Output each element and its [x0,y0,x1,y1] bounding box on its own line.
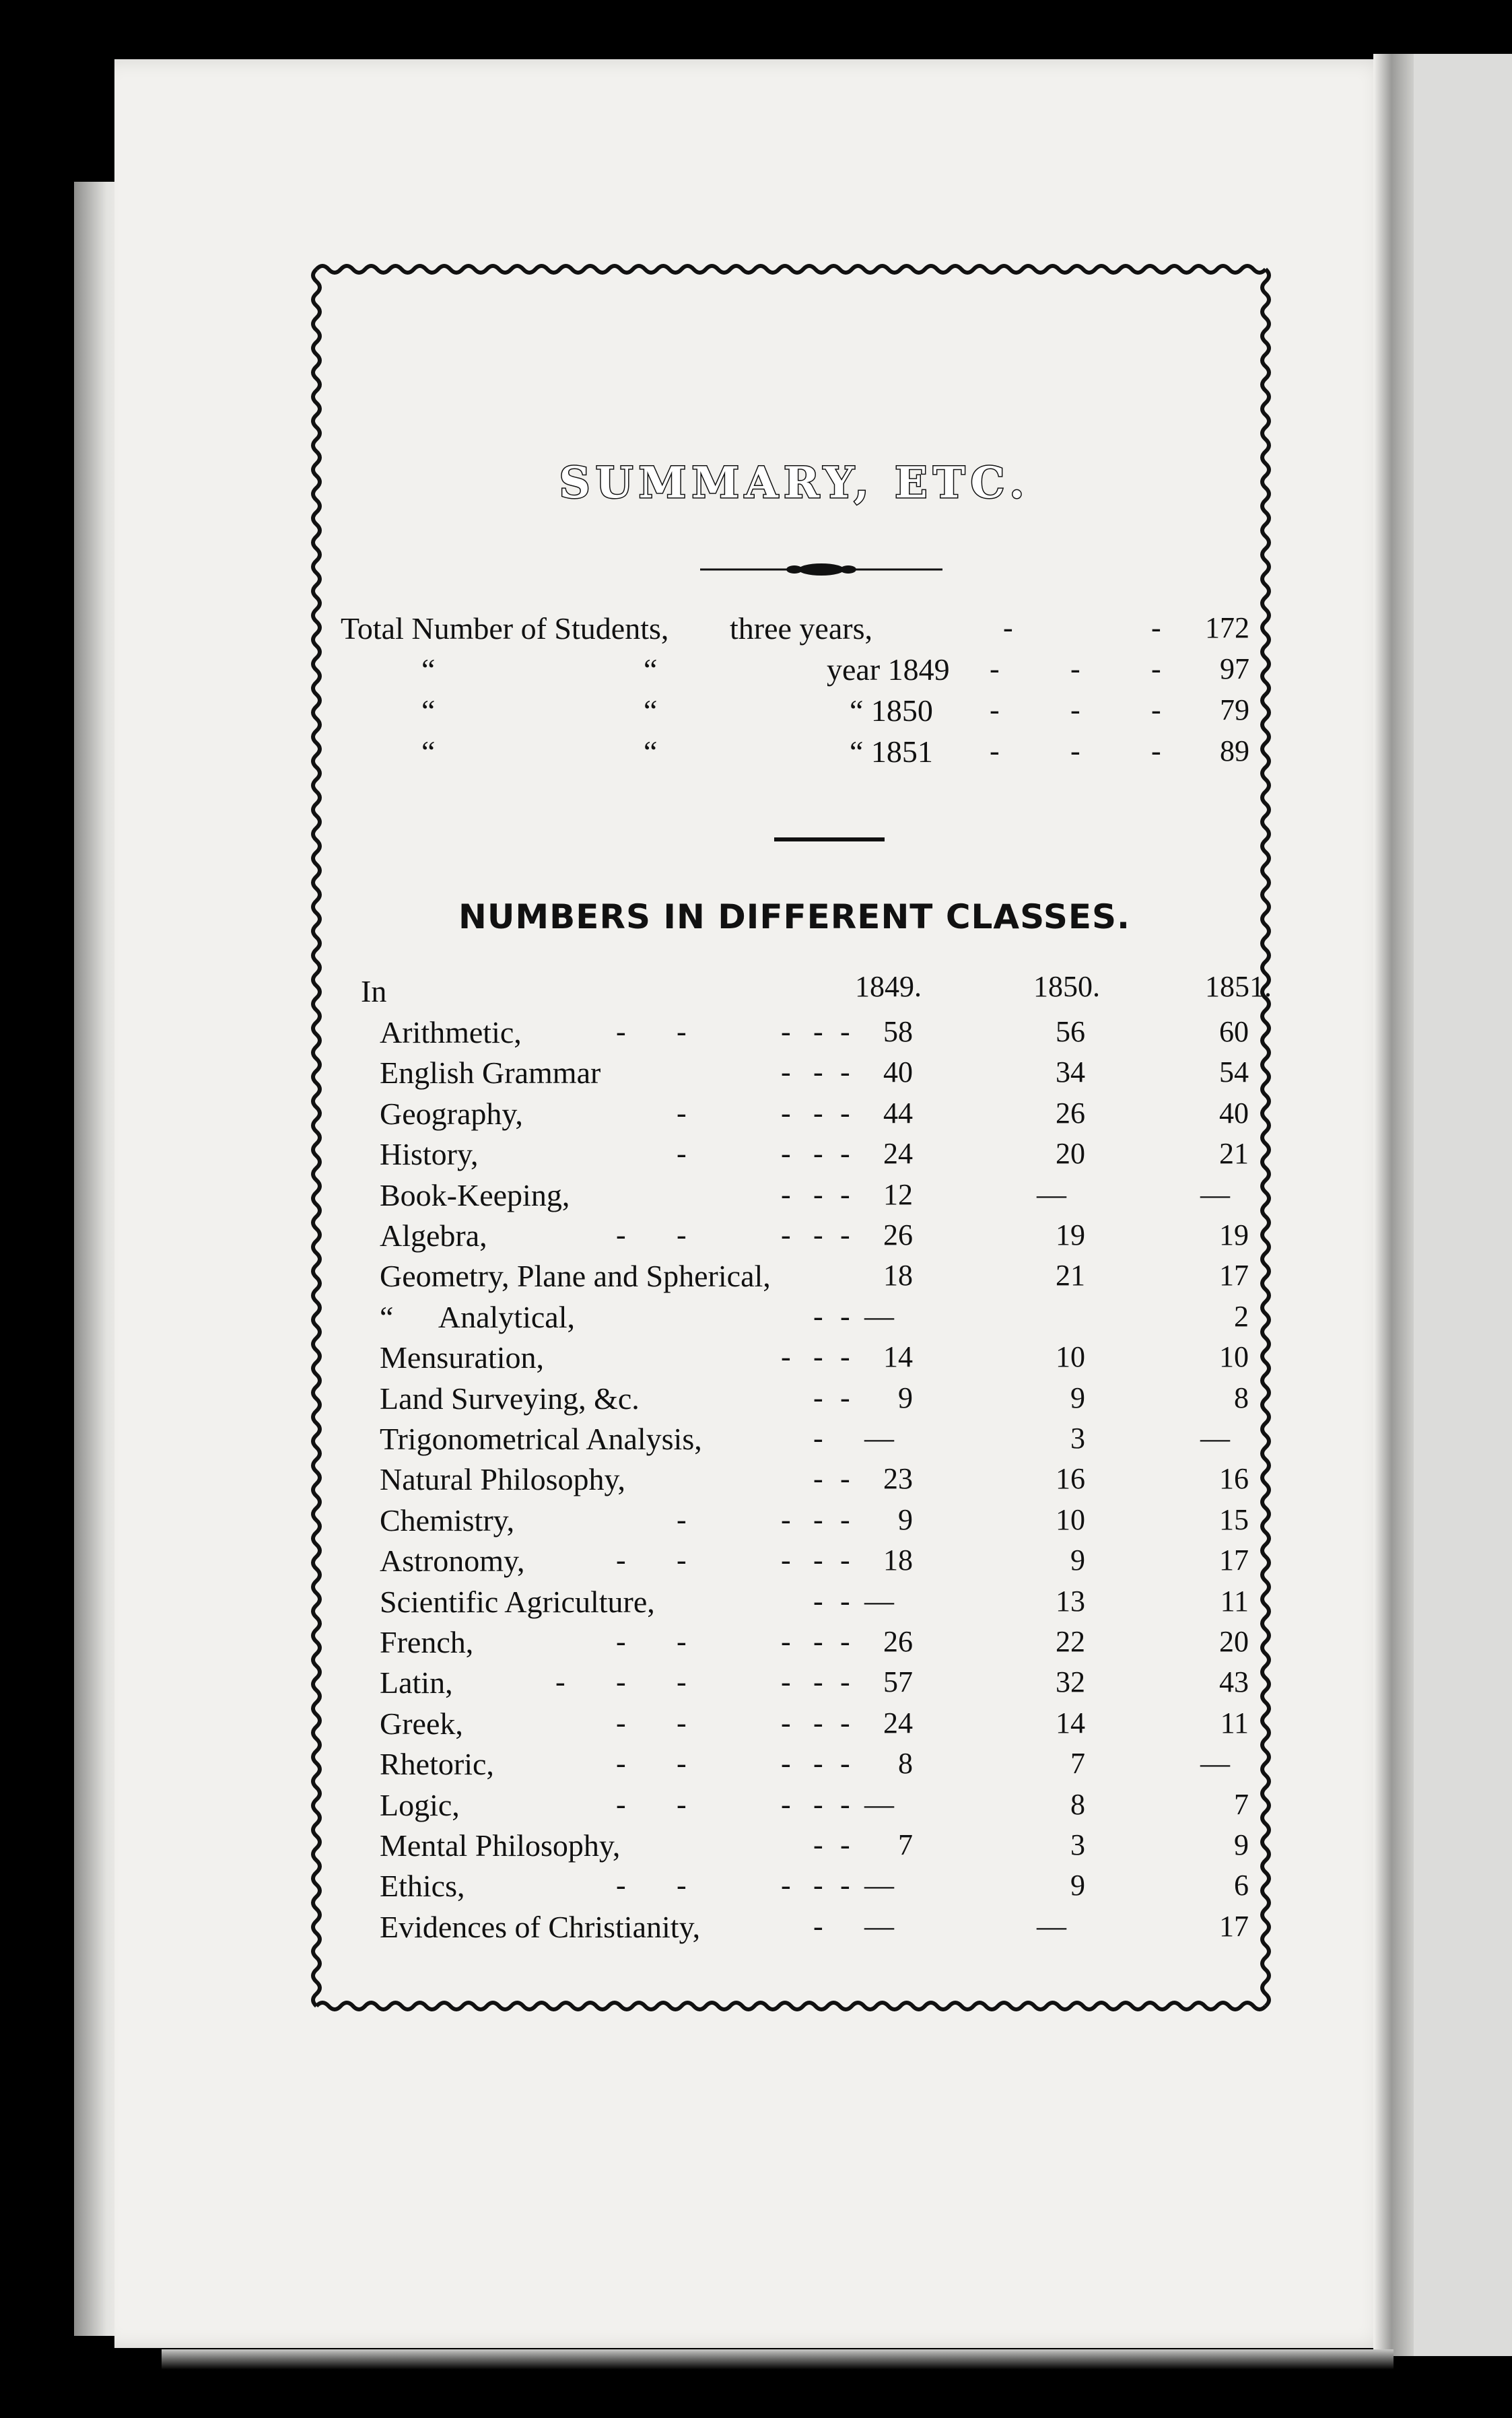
leader-dash: - [840,1218,850,1251]
cell-value: 10 [1056,1502,1085,1536]
ditto-mark: “ [644,652,658,687]
cell-value: 26 [1056,1096,1085,1130]
leader-dash: - [677,1747,687,1781]
border-segment [1262,269,1269,2006]
leader-dash: - [781,1137,791,1171]
cell-value: 17 [1219,1909,1249,1943]
cell-value: 57 [883,1665,913,1699]
leader-dash: - [813,1137,823,1171]
leader-dash: - [813,1177,823,1211]
leader-dash: - [781,1502,791,1536]
leader-dash: - [813,1340,823,1374]
subject-label: French, [380,1625,474,1659]
ditto-mark: “ [421,693,436,728]
leader-dash: - [840,1544,850,1577]
leader-dash: - [1070,652,1080,685]
year-header-1849: 1849. [855,970,922,1003]
book-gutter [1373,54,1414,2356]
cell-value: — [1200,1177,1230,1211]
leader-dash: - [616,1544,626,1577]
cell-value: 34 [1056,1056,1085,1089]
cell-value: 54 [1219,1056,1249,1089]
leader-dash: - [781,1869,791,1902]
cell-value: 21 [1056,1259,1085,1292]
leader-dash: - [813,1381,823,1414]
leader-dash: - [813,1056,823,1089]
leader-dash: - [781,1625,791,1658]
leader-dash: - [840,1584,850,1618]
subject-label: Arithmetic, [380,1015,522,1049]
leader-dash: - [840,1056,850,1089]
leader-dash: - [840,1015,850,1048]
cell-value: 40 [1219,1096,1249,1130]
page-bottom-edge [162,2349,1394,2370]
leader-dash: - [677,1015,687,1048]
cell-value: 26 [883,1218,913,1251]
cell-value: 2 [1234,1299,1249,1333]
leader-dash: - [1151,652,1161,685]
leader-dash: - [677,1869,687,1902]
leader-dash: - [840,1340,850,1374]
leader-dash: - [781,1218,791,1251]
leader-dash: - [677,1706,687,1739]
leader-dash: - [813,1747,823,1781]
ditto-mark: “ [421,734,436,769]
section-divider [774,837,885,841]
cell-value: 12 [883,1177,913,1211]
leader-dash: - [840,1137,850,1171]
cell-value: 56 [1056,1015,1085,1048]
year-header-1850: 1850. [1033,970,1100,1003]
leader-dash: - [813,1544,823,1577]
subject-label: “ Analytical, [380,1299,575,1334]
cell-value: 17 [1219,1544,1249,1577]
leader-dash: - [990,693,1000,726]
border-segment [313,269,320,2006]
leader-dash: - [813,1299,823,1333]
leader-dash: - [1070,693,1080,726]
cell-value: — [864,1584,894,1618]
leader-dash: - [840,1706,850,1739]
subject-label: Mensuration, [380,1340,545,1375]
leader-dash: - [616,1869,626,1902]
cell-value: 32 [1056,1665,1085,1699]
frame-content [337,263,1272,2013]
leader-dash: - [840,1747,850,1781]
leader-dash: - [781,1056,791,1089]
leader-dash: - [813,1869,823,1902]
leader-dash: - [677,1502,687,1536]
totals-value: 97 [1220,652,1249,685]
cell-value: 16 [1219,1462,1249,1496]
subject-label: History, [380,1137,479,1172]
leader-dash: - [1151,611,1161,644]
leader-dash: - [555,1665,565,1699]
leader-dash: - [677,1665,687,1699]
subject-label: Logic, [380,1787,460,1822]
cell-value: 7 [1234,1787,1249,1821]
classes-heading: NUMBERS IN DIFFERENT CLASSES. [458,897,1131,936]
cell-value: — [1037,1177,1066,1211]
leader-dash: - [813,1584,823,1618]
leader-dash: - [1151,734,1161,767]
cell-value: 9 [1070,1544,1085,1577]
cell-value: 6 [1234,1869,1249,1902]
cell-value: 43 [1219,1665,1249,1699]
cell-value: 24 [883,1137,913,1171]
cell-value: — [1200,1422,1230,1455]
leader-dash: - [840,1462,850,1496]
cell-value: — [1200,1747,1230,1781]
leader-dash: - [813,1422,823,1455]
cell-value: 16 [1056,1462,1085,1496]
totals-value: 172 [1205,611,1249,644]
cell-value: 24 [883,1706,913,1739]
leader-dash: - [781,1706,791,1739]
ornamental-frame [310,263,1272,2013]
leader-dash: - [840,1096,850,1130]
cell-value: 20 [1219,1625,1249,1658]
cell-value: 7 [1070,1747,1085,1781]
in-label: In [361,974,387,1008]
cell-value: 20 [1056,1137,1085,1171]
cell-value: 40 [883,1056,913,1089]
subject-label: Natural Philosophy, [380,1462,625,1497]
cell-value: 8 [898,1747,913,1781]
leader-dash: - [616,1787,626,1821]
totals-period: three years, [730,611,872,646]
leader-dash: - [1070,734,1080,767]
leader-dash: - [616,1625,626,1658]
leader-dash: - [781,1787,791,1821]
cell-value: 8 [1234,1381,1249,1414]
leader-dash: - [813,1096,823,1130]
cell-value: 26 [883,1625,913,1658]
cell-value: 60 [1219,1015,1249,1048]
leader-dash: - [677,1218,687,1251]
cell-value: 58 [883,1015,913,1048]
cell-value: 19 [1219,1218,1249,1251]
leader-dash: - [616,1747,626,1781]
cell-value: 9 [1070,1381,1085,1414]
cell-value: 23 [883,1462,913,1496]
subject-label: English Grammar [380,1056,601,1091]
cell-value: 17 [1219,1259,1249,1292]
leader-dash: - [677,1137,687,1171]
leader-dash: - [813,1462,823,1496]
subject-label: Geometry, Plane and Spherical, [380,1259,771,1294]
subject-label: Geography, [380,1096,523,1131]
cell-value: 8 [1070,1787,1085,1821]
leader-dash: - [813,1706,823,1739]
cell-value: — [864,1299,894,1333]
year-header-1851: 1851. [1205,970,1272,1003]
cell-value: 9 [1234,1828,1249,1861]
leader-dash: - [840,1787,850,1821]
leader-dash: - [781,1015,791,1048]
totals-value: 89 [1220,734,1249,767]
leader-dash: - [616,1015,626,1048]
leader-dash: - [840,1828,850,1861]
leader-dash: - [813,1218,823,1251]
totals-period: “ 1850 [850,693,933,728]
leader-dash: - [677,1096,687,1130]
leader-dash: - [813,1909,823,1943]
cell-value: 10 [1056,1340,1085,1374]
cell-value: 15 [1219,1502,1249,1536]
leader-dash: - [840,1177,850,1211]
leader-dash: - [813,1787,823,1821]
cell-value: — [864,1787,894,1821]
leader-dash: - [677,1787,687,1821]
subject-label: Evidences of Christianity, [380,1909,701,1944]
leader-dash: - [781,1544,791,1577]
cell-value: 9 [898,1381,913,1414]
leader-dash: - [1151,693,1161,726]
subject-label: Scientific Agriculture, [380,1584,655,1619]
cell-value: 11 [1220,1584,1249,1618]
leader-dash: - [616,1706,626,1739]
cell-value: 9 [898,1502,913,1536]
leader-dash: - [840,1625,850,1658]
subject-label: Chemistry, [380,1502,515,1538]
cell-value: 21 [1219,1137,1249,1171]
subject-label: Algebra, [380,1218,487,1253]
leader-dash: - [781,1340,791,1374]
totals-period: year 1849 [827,652,950,687]
cell-value: 18 [883,1259,913,1292]
leader-dash: - [1003,611,1013,644]
totals-label: Total Number of Students, [341,611,669,646]
cell-value: 14 [883,1340,913,1374]
subject-label: Greek, [380,1706,463,1741]
cell-value: 19 [1056,1218,1085,1251]
subject-label: Mental Philosophy, [380,1828,621,1863]
ditto-mark: “ [644,693,658,728]
cell-value: 7 [898,1828,913,1861]
leader-dash: - [781,1096,791,1130]
subject-label: Latin, [380,1665,453,1700]
totals-value: 79 [1220,693,1249,726]
leader-dash: - [840,1502,850,1536]
cell-value: 13 [1056,1584,1085,1618]
leader-dash: - [677,1625,687,1658]
leader-dash: - [813,1502,823,1536]
leader-dash: - [813,1828,823,1861]
leader-dash: - [781,1177,791,1211]
leader-dash: - [840,1869,850,1902]
subject-label: Book-Keeping, [380,1177,570,1212]
subject-label: Land Surveying, &c. [380,1381,640,1416]
subject-label: Rhetoric, [380,1747,494,1782]
cell-value: 10 [1219,1340,1249,1374]
subject-label: Ethics, [380,1869,465,1904]
summary-title: SUMMARY, ETC. [559,458,1030,508]
ditto-mark: “ [421,652,436,687]
leader-dash: - [781,1747,791,1781]
leader-dash: - [813,1015,823,1048]
leader-dash: - [813,1625,823,1658]
cell-value: — [864,1869,894,1902]
cell-value: 3 [1070,1828,1085,1861]
leader-dash: - [781,1665,791,1699]
leader-dash: - [840,1665,850,1699]
cell-value: 44 [883,1096,913,1130]
cell-value: — [864,1422,894,1455]
cell-value: — [864,1909,894,1943]
cell-value: — [1037,1909,1066,1943]
cell-value: 14 [1056,1706,1085,1739]
leader-dash: - [840,1299,850,1333]
leader-dash: - [813,1665,823,1699]
cell-value: 3 [1070,1422,1085,1455]
totals-period: “ 1851 [850,734,933,769]
leader-dash: - [840,1381,850,1414]
cell-value: 9 [1070,1869,1085,1902]
cell-value: 18 [883,1544,913,1577]
leader-dash: - [990,734,1000,767]
leader-dash: - [677,1544,687,1577]
leader-dash: - [616,1665,626,1699]
leader-dash: - [616,1218,626,1251]
leader-dash: - [990,652,1000,685]
title-ornament-rule [700,556,942,583]
subject-label: Trigonometrical Analysis, [380,1422,702,1456]
cell-value: 22 [1056,1625,1085,1658]
cell-value: 11 [1220,1706,1249,1739]
ditto-mark: “ [644,734,658,769]
subject-label: Astronomy, [380,1544,525,1579]
